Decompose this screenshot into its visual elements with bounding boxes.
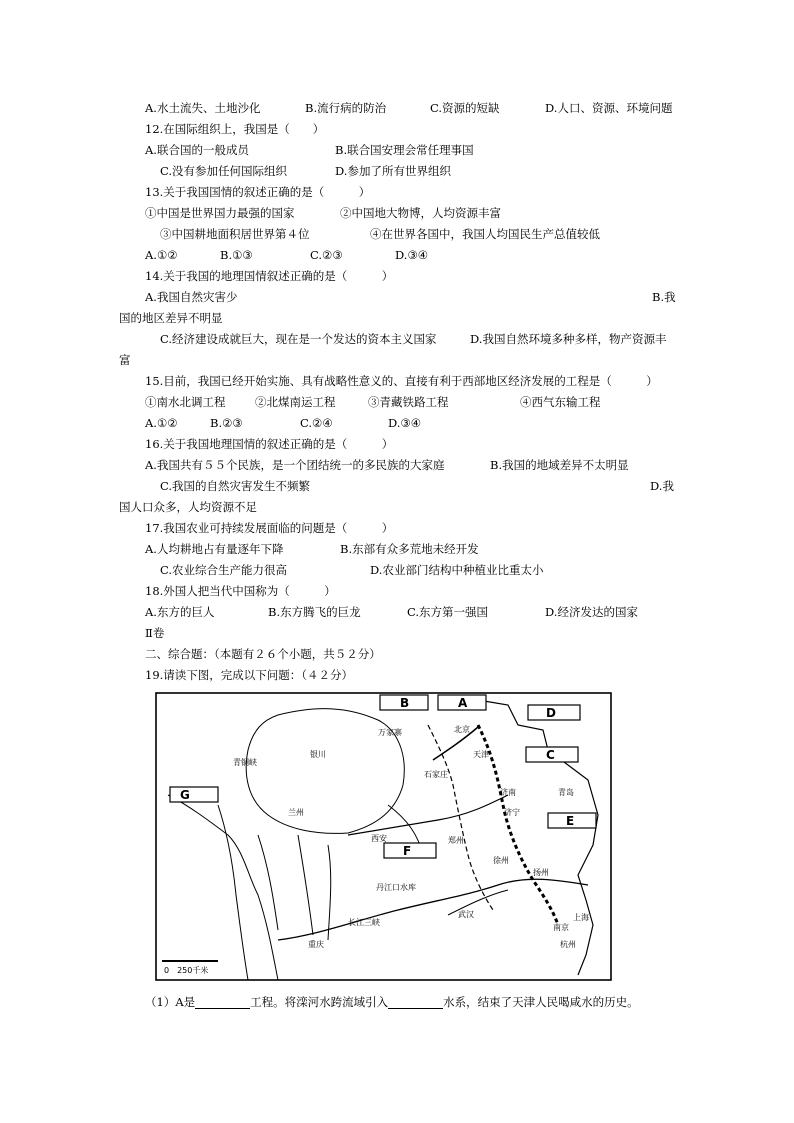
text-line-q19: 19.请读下图，完成以下问题：（４２分） [145,668,354,682]
label-box-f [384,843,436,858]
text-line-sec2t: 二、综合题：（本题有２６个小题，共５２分） [145,647,381,661]
text-line-q16c: C.我国的自然灾害发生不频繁 [160,479,311,493]
text-line-q12b: B.联合国安理会常任理事国 [335,143,474,157]
label-box-b [380,695,428,710]
place-shanghai: 上海 [573,913,589,922]
text-line-q18: 18.外国人把当代中国称为（ ） [145,584,336,598]
label-box-a [438,695,486,710]
place-wuhan: 武汉 [458,910,474,919]
text-line-q12a: A.联合国的一般成员 [145,143,249,157]
text-line-q13d: D.③④ [395,248,429,262]
text-line-q15o1: ①南水北调工程 [145,395,226,409]
text-line-q15o2: ②北煤南运工程 [255,395,336,409]
text-line-q15o3: ③青藏铁路工程 [368,395,449,409]
text-line-q13o2: ②中国地大物博，人均资源丰富 [340,206,501,220]
text-line-q18a: A.东方的巨人 [145,605,215,619]
text-line-q14d: D.我国自然环境多种多样，物产资源丰 [470,332,667,346]
text-line-q14c: C.经济建设成就巨大，现在是一个发达的资本主义国家 [160,332,437,346]
text-line-sec2: Ⅱ卷 [145,626,165,640]
text-line-q17b: B.东部有众多荒地未经开发 [340,542,479,556]
text-line-q13o4: ④在世界各国中，我国人均国民生产总值较低 [370,227,600,241]
text-line-q15b: B.②③ [210,416,243,430]
text-line-q15c: C.②④ [300,416,333,430]
text-line-q14b1: B.我 [652,290,676,304]
place-nanjing: 南京 [553,923,569,932]
text-line-q12d: D.参加了所有世界组织 [335,164,451,178]
text-line-q14b2: 国的地区差异不明显 [119,311,223,325]
text-line-q14d2: 富 [119,353,131,367]
label-box-g [170,787,218,802]
text-line-q17c: C.农业综合生产能力很高 [160,563,288,577]
text-line-q15o4: ④西气东输工程 [520,395,601,409]
text-line-q13o1: ①中国是世界国力最强的国家 [145,206,295,220]
label-box-e [548,813,596,828]
text-line-q18b: B.东方腾飞的巨龙 [268,605,361,619]
text-line-q17d: D.农业部门结构中种植业比重太小 [370,563,544,577]
place-yangzhou: 扬州 [533,868,549,877]
place-xian: 西安 [371,834,387,843]
svg-text:E: E [566,814,575,828]
place-yinchuan: 银川 [310,750,326,759]
text-line-q15a: A.①② [145,416,178,430]
text-line-q18c: C.东方第一强国 [407,605,489,619]
place-lanzhou: 兰州 [288,808,304,817]
label-box-c [526,747,578,762]
china-water-projects-map [148,685,618,985]
svg-text:F: F [403,844,412,858]
map-scale: 0 250千米 [164,966,209,975]
text-line-q14a: A.我国自然灾害少 [145,290,238,304]
place-chongqing: 重庆 [308,940,324,949]
place-jinan: 济南 [500,788,516,797]
text-line-q16d2: 国人口众多，人均资源不足 [119,500,257,514]
text-line-l1: A.水土流失、土地沙化 [145,101,261,115]
text-line-q12c: C.没有参加任何国际组织 [160,164,288,178]
text-line-q17a: A.人均耕地占有量逐年下降 [145,542,284,556]
place-shijiazhuang: 石家庄 [424,770,448,779]
text-line-q16d1: D.我 [650,479,674,493]
place-three-gorges: 长江三峡 [348,918,380,927]
text-line-q12: 12.在国际组织上，我国是（ ） [145,122,325,136]
place-qingdao: 青岛 [558,788,574,797]
svg-text:B: B [400,696,410,710]
place-danjiangkou: 丹江口水库 [376,883,416,892]
blank-1[interactable] [195,996,250,1009]
text-line-q18d: D.经济发达的国家 [545,605,638,619]
text-line-q16b: B.我国的地域差异不太明显 [490,458,629,472]
place-beijing: 北京 [454,725,470,734]
blank-2[interactable] [388,996,443,1009]
svg-text:D: D [546,706,556,720]
place-wanjiazhai: 万家寨 [378,728,402,737]
text-line-l1b: B.流行病的防治 [305,101,387,115]
text-line-q13: 13.关于我国国情的叙述正确的是（ ） [145,185,371,199]
place-tianjin: 天津 [473,750,489,759]
text-line-l1d: D.人口、资源、环境问题 [545,101,673,115]
text-line-q13b: B.①③ [220,248,253,262]
text-line-q17: 17.我国农业可持续发展面临的问题是（ ） [145,521,394,535]
text-line-q15: 15.目前，我国已经开始实施、具有战略性意义的、直接有利于西部地区经济发展的工程是（ ） [145,374,658,388]
place-zhengzhou: 郑州 [448,836,464,845]
svg-text:A: A [458,696,468,710]
svg-text:G: G [180,788,190,802]
text-line-q14: 14.关于我国的地理国情叙述正确的是（ ） [145,269,394,283]
svg-text:C: C [546,748,555,762]
place-hangzhou: 杭州 [560,940,576,949]
text-line-q13a: A.①② [145,248,178,262]
label-box-d [528,705,580,720]
q19-1: （1）A是 工程。将滦河水跨流域引入 水系，结束了天津人民喝咸水的历史。 [145,995,639,1009]
place-qingtongxia: 青铜峡 [233,758,257,767]
text-line-q13o3: ③中国耕地面积居世界第４位 [160,227,310,241]
place-xuzhou: 徐州 [493,856,509,865]
text-line-q16a: A.我国共有５５个民族，是一个团结统一的多民族的大家庭 [145,458,445,472]
text-line-q15d: D.③④ [388,416,422,430]
place-jining: 济宁 [504,808,520,817]
text-line-l1c: C.资源的短缺 [430,101,500,115]
text-line-q13c: C.②③ [310,248,343,262]
text-line-q16: 16.关于我国地理国情的叙述正确的是（ ） [145,437,394,451]
